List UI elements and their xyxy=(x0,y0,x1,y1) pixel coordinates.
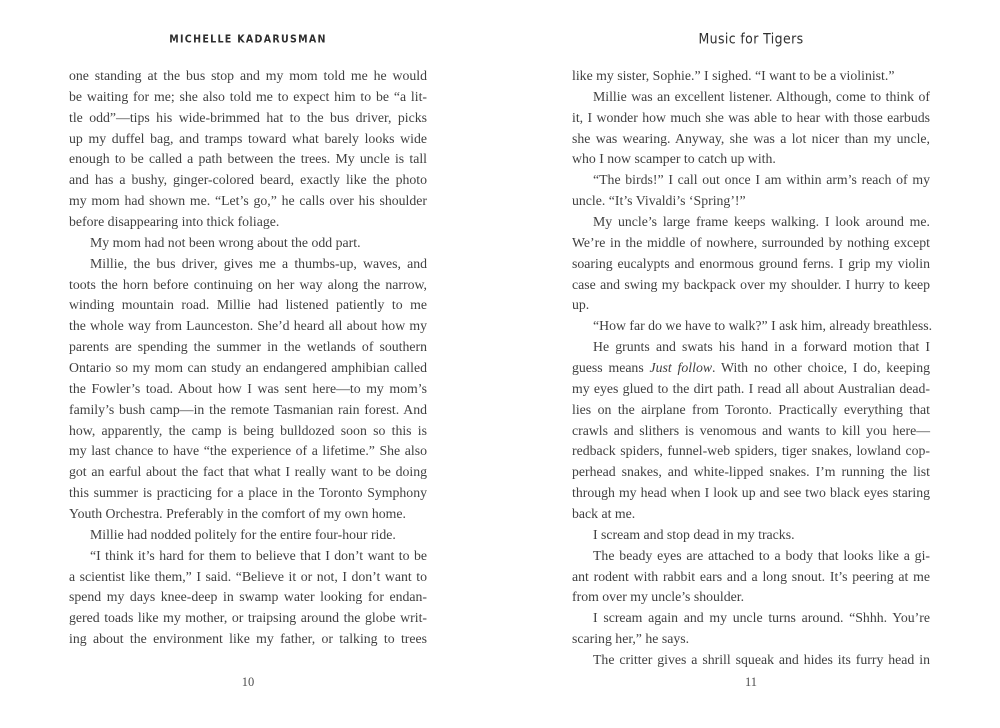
paragraph xyxy=(572,337,930,525)
text-line: Millie, the bus driver, gives me a thumbs-up, waves, and xyxy=(90,255,427,271)
text-line: the whole way from Launceston. She’d heard all about how my xyxy=(69,318,427,334)
text-line: my eyes glued to the dirt path. I read all about Australian dead- xyxy=(572,380,930,396)
text-line: guess means Just follow. With no other choice, I do, keeping xyxy=(572,360,930,376)
text-line: winding mountain road. Millie had listened patiently to me xyxy=(69,297,427,313)
text-line: “How far do we have to walk?” I ask him, already breathless. xyxy=(593,318,933,334)
paragraph xyxy=(572,650,930,671)
text-line: scaring her,” he says. xyxy=(572,631,690,647)
page-body-right xyxy=(572,66,933,668)
text-line: before disappearing into thick foliage. xyxy=(69,214,280,230)
paragraph xyxy=(69,233,427,254)
text-line: enough to be called a path between the trees. My uncle is tall xyxy=(69,151,427,167)
running-head-title: Music for Tigers xyxy=(698,30,804,47)
text-line: how, apparently, the camp is being bulldozed soon so this is xyxy=(69,422,427,438)
text-line: toots the horn before continuing on her way along the narrow, xyxy=(69,276,427,292)
text-line: soaring eucalypts and enormous ground ferns. I grip my violin xyxy=(572,255,930,271)
text-line: got an earful about the fact that what I really want to be doing xyxy=(69,464,427,480)
page-number-left: 10 xyxy=(241,675,255,689)
text-line: He grunts and swats his hand in a forward motion that I xyxy=(593,339,930,355)
text-line: it, I wonder how much she was able to hear with those earbuds xyxy=(572,109,930,125)
text-line: one standing at the bus stop and my mom told me he would xyxy=(69,68,427,83)
text-line: The critter gives a shrill squeak and hides its furry head in xyxy=(593,652,930,668)
text-line: We’re in the middle of nowhere, surrounded by nothing except xyxy=(572,234,930,250)
page-number-right: 11 xyxy=(744,675,758,689)
paragraph xyxy=(572,212,930,316)
text-line: I scream and stop dead in my tracks. xyxy=(593,526,795,542)
text-line: and has a bushy, ginger-colored beard, exactly like the photo xyxy=(69,172,427,188)
text-line: My uncle’s large frame keeps walking. I look around me. xyxy=(593,214,930,230)
text-line: Youth Orchestra. Preferably in the comfort of my own home. xyxy=(69,506,406,522)
text-line: The beady eyes are attached to a body that looks like a gi- xyxy=(593,547,930,563)
text-line: back at me. xyxy=(572,506,636,522)
text-line: a scientist like them,” I said. “Believe it or not, I don’t want to xyxy=(69,568,427,584)
text-line: this summer is practicing for a place in the Toronto Symphony xyxy=(69,485,427,501)
text-line: “I think it’s hard for them to believe that I don’t want to be xyxy=(90,547,427,563)
paragraph xyxy=(572,525,930,546)
paragraph xyxy=(572,608,930,650)
text-line: gered toads like my mother, or traipsing around the globe writ- xyxy=(69,610,427,626)
paragraph xyxy=(572,66,930,87)
paragraph xyxy=(572,87,930,170)
text-line: through my head when I look up and see two black eyes staring xyxy=(572,485,930,501)
text-line: Millie had nodded politely for the entire four-hour ride. xyxy=(90,526,396,542)
text-line: Ontario so my mom can study an endangered amphibian called xyxy=(69,360,427,376)
text-line: I scream again and my uncle turns around. “Shhh. You’re xyxy=(593,610,930,626)
text-line: be waiting for me; she also told me to expect him to be “a lit- xyxy=(69,88,427,104)
text-line: lies on the airplane from Toronto. Practically everything that xyxy=(572,401,930,417)
text-line: my last chance to have “the experience of a lifetime.” She also xyxy=(69,443,427,459)
running-head-author: MICHELLE KADARUSMAN xyxy=(169,33,327,46)
paragraph xyxy=(572,170,930,212)
text-line: family’s bush camp—in the remote Tasmanian rain forest. And xyxy=(69,401,427,417)
text-line: spend my days knee-deep in swamp water looking for endan- xyxy=(69,589,427,605)
page-right xyxy=(572,0,933,728)
text-line: uncle. “It’s Vivaldi’s ‘Spring’!” xyxy=(572,193,746,209)
text-line: perhead snakes, and white-lipped snakes. I’m running the list xyxy=(572,464,930,480)
text-line: Millie was an excellent listener. Although, come to think of xyxy=(593,88,930,104)
page-body-left xyxy=(69,66,427,654)
text-line: ing about the environment like my father, or talking to trees xyxy=(69,631,427,647)
text-line: “The birds!” I call out once I am within arm’s reach of my xyxy=(593,172,930,188)
text-line: parents are spending the summer in the wetlands of southern xyxy=(69,339,427,355)
paragraph xyxy=(69,546,427,650)
paragraph xyxy=(69,525,427,546)
paragraph xyxy=(69,66,427,233)
text-line: tle odd”—tips his wide-brimmed hat to the bus driver, picks xyxy=(69,109,427,125)
text-line: my mom had shown me. “Let’s go,” he calls over his shoulder xyxy=(69,193,427,209)
paragraph xyxy=(572,316,933,337)
text-line: ant rodent with rabbit ears and a long snout. It’s peering at me xyxy=(572,568,930,584)
text-line: who I now scamper to catch up with. xyxy=(572,151,776,167)
text-line: she was wearing. Anyway, she was a lot nicer than my uncle, xyxy=(572,130,930,146)
paragraph xyxy=(69,254,427,525)
text-line: up my duffel bag, and tramps toward what barely looks wide xyxy=(69,130,427,146)
text-line: like my sister, Sophie.” I sighed. “I want to be a violinist.” xyxy=(572,68,895,83)
text-line: the Fowler’s toad. About how I was sent here—to my mom’s xyxy=(69,380,427,396)
text-line: crawls and slithers is venomous and wants to kill you here— xyxy=(572,422,930,438)
page-left xyxy=(69,0,427,728)
paragraph xyxy=(572,546,930,609)
text-line: My mom had not been wrong about the odd part. xyxy=(90,234,361,250)
text-line: from over my uncle’s shoulder. xyxy=(572,589,745,605)
text-line: case and swing my backpack over my shoulder. I hurry to keep up. xyxy=(572,276,930,313)
text-line: redback spiders, funnel-web spiders, tiger snakes, lowland cop- xyxy=(572,443,930,459)
